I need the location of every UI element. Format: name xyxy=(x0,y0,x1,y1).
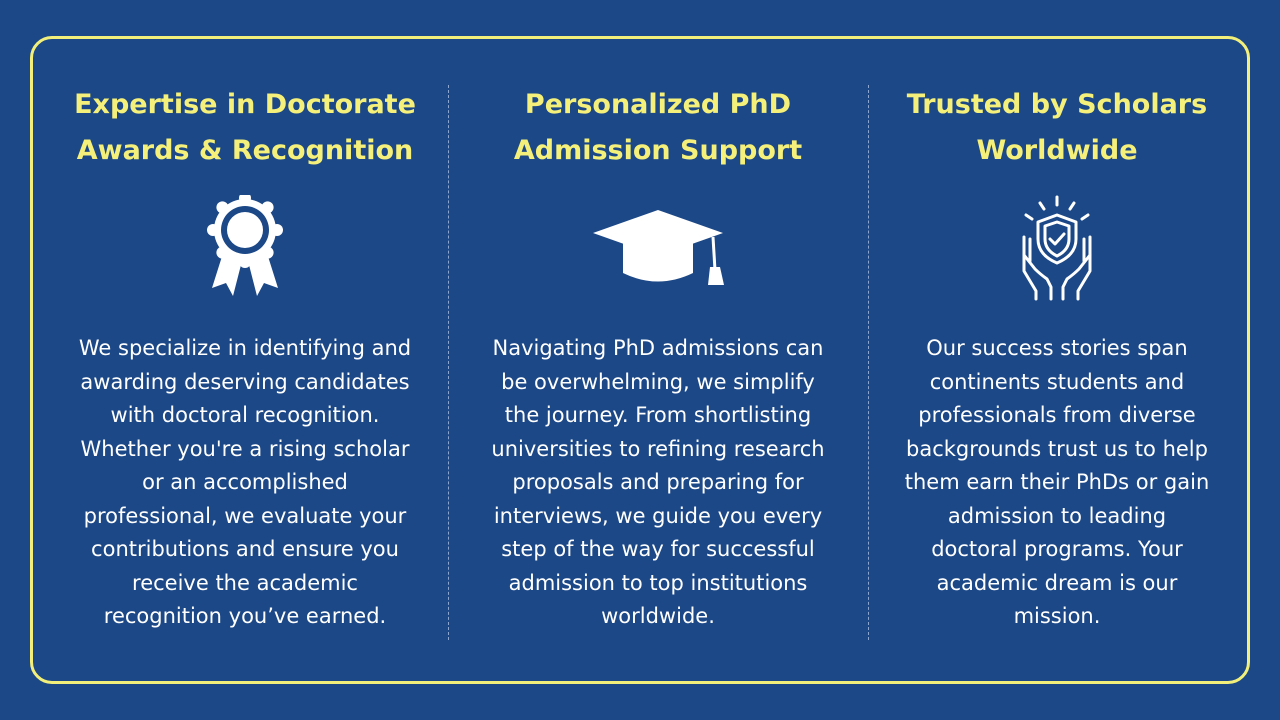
graduation-cap-icon xyxy=(468,195,848,305)
feature-title: Trusted by Scholars Worldwide xyxy=(906,89,1208,166)
feature-title: Personalized PhD Admission Support xyxy=(513,89,803,166)
award-ribbon-icon xyxy=(55,195,435,305)
column-divider xyxy=(448,85,449,640)
feature-description: We specialize in identifying and awarding deserving candidates with doctoral recognition. Whether you're a rising scholar or an accomplished professional, we evaluate your contributions and ensure you receive the academic recognition you’ve earned. xyxy=(78,336,412,628)
feature-description: Our success stories span continents students and professionals from diverse backgrounds trust us to help them earn their PhDs or gain admission to leading doctoral programs. Your academic dream is our mission. xyxy=(904,336,1210,628)
trust-hands-shield-icon xyxy=(867,195,1247,305)
feature-description: Navigating PhD admissions can be overwhelming, we simplify the journey. From shortlisting universities to refining research proposals and preparing for interviews, we guide you every step of the way for successful admission to top institutions worldwide. xyxy=(491,336,825,628)
feature-title: Expertise in Doctorate Awards & Recognition xyxy=(74,89,416,166)
